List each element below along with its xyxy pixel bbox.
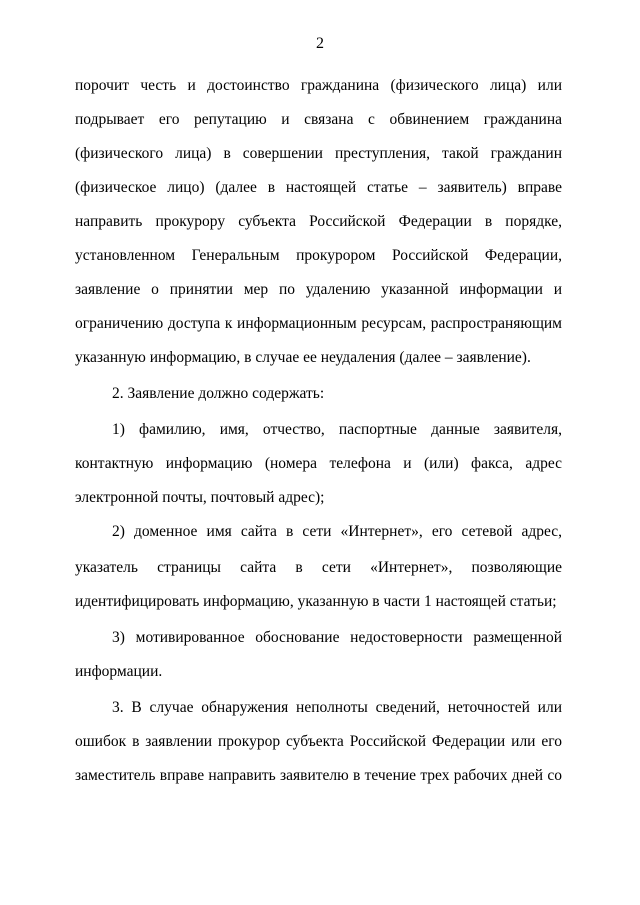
text-line: 3) мотивированное обоснование недостоверности размещенной [112,629,562,646]
text-line: ошибок в заявлении прокурор субъекта Российской Федерации или его [75,733,562,750]
text-line: указанную информацию, в случае ее неудаления (далее – заявление). [75,349,531,366]
text-line: электронной почты, почтовый адрес); [75,489,325,506]
text-line: (физическое лицо) (далее в настоящей статье – заявитель) вправе [75,179,562,196]
text-line: заместитель вправе направить заявителю в течение трех рабочих дней со [75,767,562,784]
text-line: указатель страницы сайта в сети «Интернет», позволяющие [75,559,562,576]
text-line: ограничению доступа к информационным ресурсам, распространяющим [75,315,562,332]
text-line: подрывает его репутацию и связана с обвинением гражданина [75,111,562,128]
text-line: (физического лица) в совершении преступления, такой гражданин [75,145,562,162]
text-line: установленном Генеральным прокурором Российской Федерации, [75,247,562,264]
text-line: 1) фамилию, имя, отчество, паспортные данные заявителя, [112,421,562,438]
text-line: заявление о принятии мер по удалению указанной информации и [75,281,562,298]
text-line: информации. [75,663,163,680]
page-number: 2 [316,35,324,52]
text-line: идентифицировать информацию, указанную в части 1 настоящей статьи; [75,593,557,610]
text-line: контактную информацию (номера телефона и (или) факса, адрес [75,455,562,472]
text-line: порочит честь и достоинство гражданина (физического лица) или [75,77,562,94]
text-line: 3. В случае обнаружения неполноты сведений, неточностей или [112,699,562,716]
text-line: 2) доменное имя сайта в сети «Интернет», его сетевой адрес, [112,523,562,540]
text-line: направить прокурору субъекта Российской Федерации в порядке, [75,213,562,230]
text-line: 2. Заявление должно содержать: [112,385,325,402]
